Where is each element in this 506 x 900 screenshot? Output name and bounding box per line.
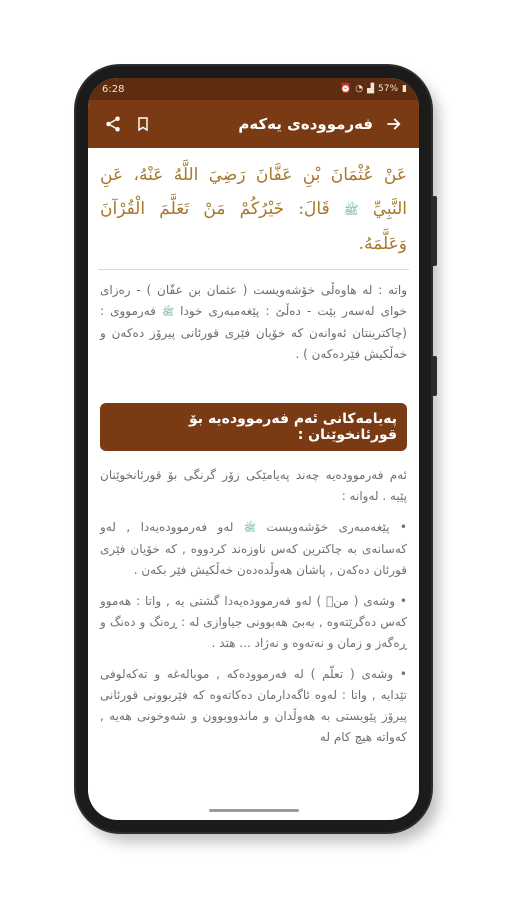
signal-icon: ▟ [367, 84, 375, 94]
hadith-arabic-part1: عَنْ عُثْمَانَ بْنِ عَفَّانَ رَضِيَ اللَّهُ عَنْهُ، عَنِ النَّبِيِّ [100, 165, 408, 219]
point-1 [100, 517, 407, 581]
salawat-icon: ﷺ [161, 307, 175, 318]
status-time: 6:28 [102, 83, 125, 95]
explanation-text [100, 465, 407, 748]
intro-paragraph: ئەم فەرموودەیە چەند پەیامێکی زۆر گرنگی بۆ قورئانخوێنان پێیە . لەوانە : [100, 468, 407, 503]
translation-part2: فەرمووی : (چاکترینتان ئەوانەن کە خۆیان فێری قورئانی پیرۆز دەکەن و خەڵکیش فێردەکەن ) . [100, 304, 407, 361]
home-indicator[interactable] [209, 809, 299, 812]
alarm-icon: ⏰ [340, 84, 352, 94]
hadith-translation [100, 280, 407, 365]
translation-part1: واتە : لە هاوەڵی خۆشەویست ( عثمان بن عفّان ) - رەزای خوای لەسەر بێت - دەڵێ : پێغەمبەری خودا [100, 283, 407, 318]
wifi-icon: ◔ [355, 84, 364, 94]
point-3: • وشەی ( تعلّم ) لە فەرموودەکە , موبالەغە و تەکەلوفی تێدایە , واتا : لەوە ئاگەدارمان دەکاتەوە کە فێربوونی قورئانی پیرۆز پێویستی بە هەوڵدان و ماندووبوون و شەوخونی هەیە , کەواتە هیچ کام لە [100, 667, 407, 744]
power-button [432, 356, 437, 396]
phone-screen [88, 78, 419, 820]
status-icons [340, 84, 407, 94]
status-bar [88, 78, 419, 100]
hadith-arabic-text [100, 158, 407, 261]
section-header: پەیامەکانی ئەم فەرموودەیە بۆ قورئانخوێنان : [100, 403, 407, 451]
salawat-icon: ﷺ [343, 203, 359, 217]
salawat-icon: ﷺ [243, 523, 256, 534]
divider [98, 269, 409, 270]
page-title: فەرموودەی یەکەم [238, 115, 373, 133]
share-icon[interactable] [98, 109, 128, 139]
bookmark-icon[interactable] [128, 109, 158, 139]
arrow-right-icon[interactable] [379, 109, 409, 139]
hadith-content [88, 148, 419, 748]
battery-percent: 57% [378, 84, 399, 94]
point1-part-b: لەو فەرموودەیەدا , لەو کەسانەی بە چاکترین کەس ناوزەند کردووە , کە خۆیان فێری قورئان دەکەن , پاشان هەوڵدەدەن خەڵکیش فێر بکەن . [100, 520, 407, 577]
point1-part-a: • پێغەمبەری خۆشەویست [266, 520, 407, 534]
hadith-arabic-part2: قَالَ: خَيْرُكُمْ مَنْ تَعَلَّمَ الْقُرْآنَ وَعَلَّمَهُ. [100, 199, 407, 254]
battery-icon: ▮ [402, 84, 407, 94]
point-2: • وشەی ( منٙ ) لەو فەرموودەیەدا گشتی یە , واتا : هەموو کەس دەگرێتەوە , بەبێ هەبوونی جیاوازی لە : ڕەنگ و دەنگ و ڕەگەز و زمان و نەتەوە و نەژاد ... هتد . [100, 594, 407, 650]
volume-button [432, 196, 437, 266]
app-bar [88, 100, 419, 148]
